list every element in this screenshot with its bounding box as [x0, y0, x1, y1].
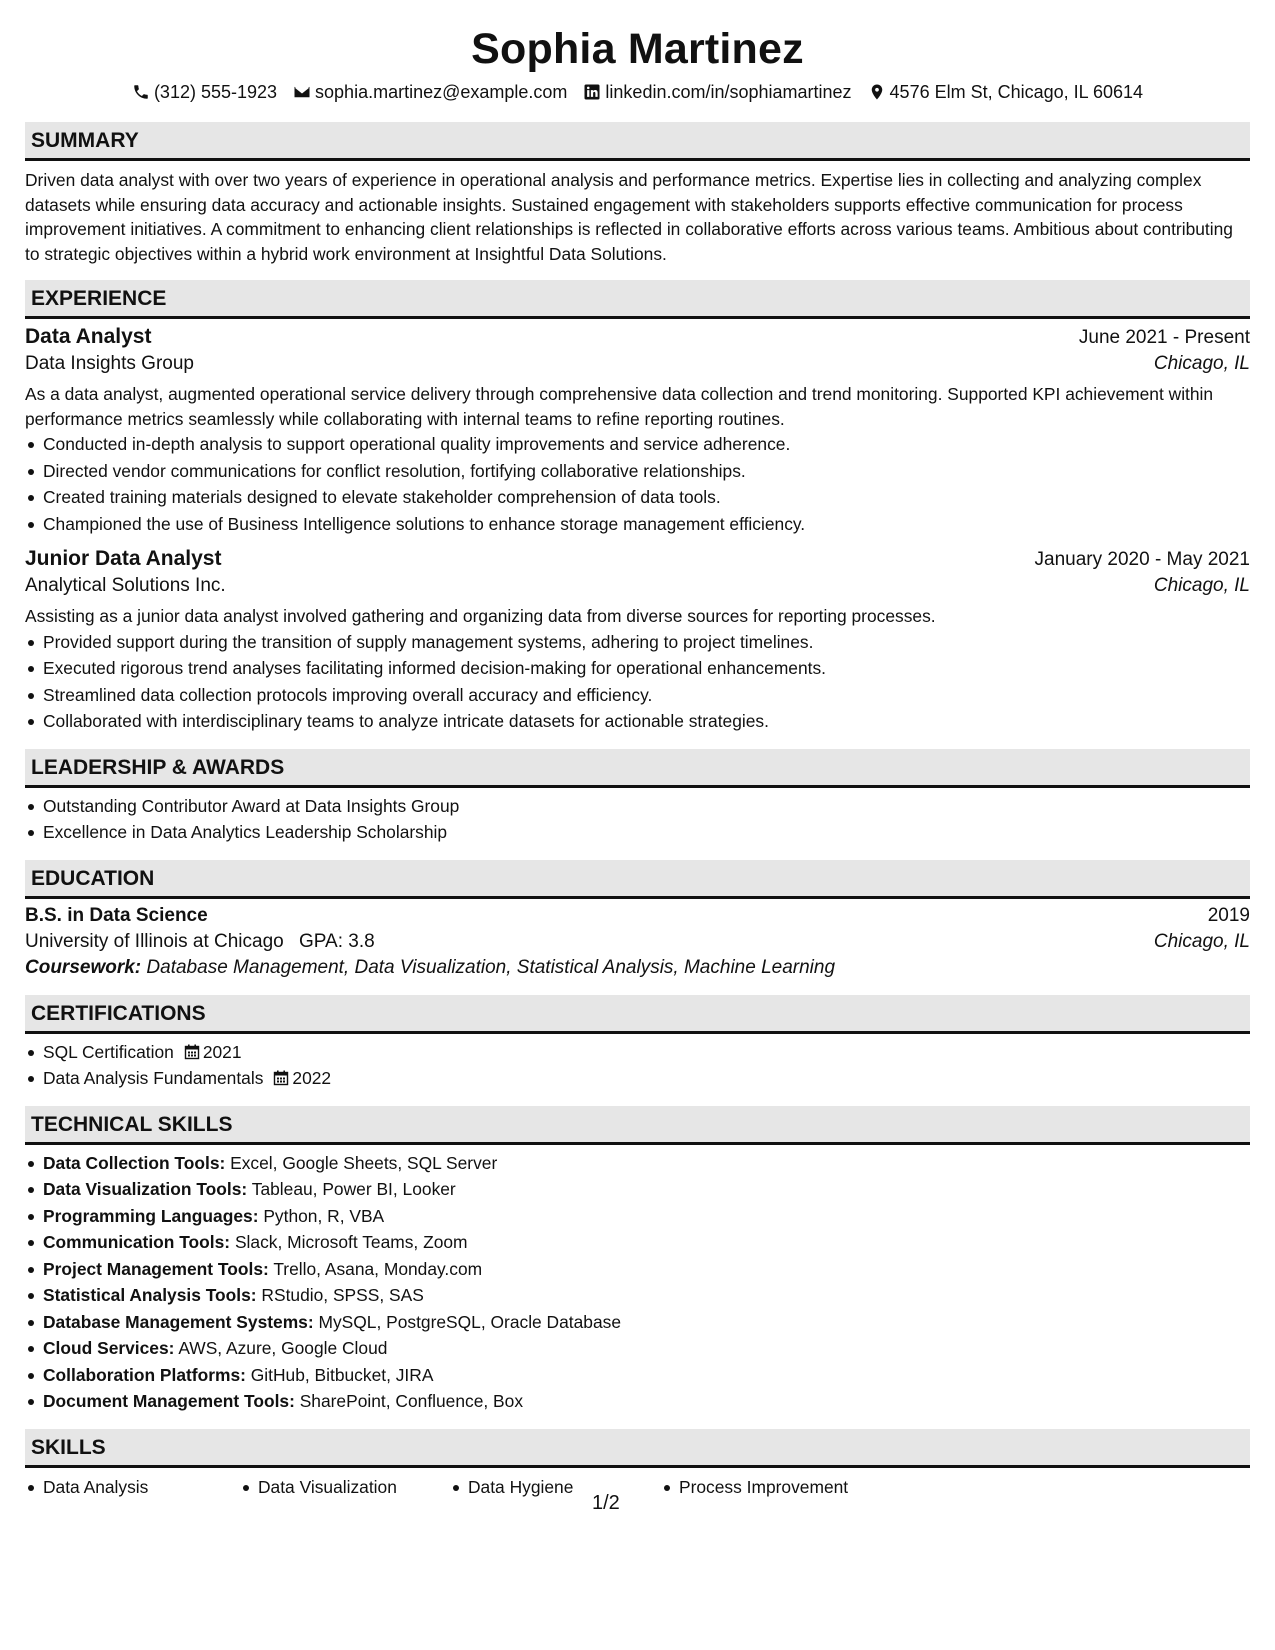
- list-item: [43, 1229, 1250, 1256]
- list-item: Provided support during the transition of supply management systems, adhering to project timelines.: [43, 629, 1250, 656]
- skill-item: Process Improvement: [661, 1474, 848, 1500]
- job-title: Data Analyst: [25, 325, 152, 348]
- contact-linkedin[interactable]: [583, 82, 851, 103]
- job-entry: [25, 547, 1250, 735]
- linkedin-link[interactable]: linkedin.com/in/sophiamartinez: [605, 81, 852, 102]
- list-item: Collaborated with interdisciplinary teams to analyze intricate datasets for actionable strategies.: [43, 708, 1250, 735]
- list-item: [43, 1388, 1250, 1415]
- skill-category: Collaboration Platforms:: [43, 1364, 246, 1385]
- list-item: Directed vendor communications for conflict resolution, fortifying collaborative relationships.: [43, 458, 1250, 485]
- phone-text: (312) 555-1923: [153, 81, 278, 102]
- skills-list: [25, 1474, 1250, 1500]
- skill-values: Python, R, VBA: [263, 1205, 385, 1226]
- degree: B.S. in Data Science: [25, 904, 208, 926]
- skill-category: Data Visualization Tools:: [43, 1179, 248, 1199]
- skills-heading: SKILLS: [25, 1429, 1250, 1468]
- job-description: As a data analyst, augmented operational service delivery through comprehensive data collection and trend monitoring. Supported KPI achievement within performance metrics seamlessly while collaborating with internal teams to refine reporting routines.: [25, 384, 1214, 429]
- job-description: Assisting as a junior data analyst involved gathering and organizing data from diverse sources for reporting processes.: [25, 606, 936, 626]
- job-dates: January 2020 - May 2021: [1034, 549, 1250, 570]
- summary-heading: SUMMARY: [25, 122, 1250, 161]
- skill-category: Cloud Services:: [43, 1338, 175, 1358]
- contact-phone: [132, 82, 277, 103]
- calendar-icon: [184, 1044, 200, 1060]
- skill-values: AWS, Azure, Google Cloud: [178, 1338, 388, 1358]
- list-item: [43, 1282, 1250, 1309]
- certifications-heading: CERTIFICATIONS: [25, 995, 1250, 1034]
- list-item: [43, 1150, 1250, 1177]
- awards-heading: LEADERSHIP & AWARDS: [25, 749, 1250, 788]
- gpa: GPA: 3.8: [299, 930, 375, 952]
- list-item: [43, 1256, 1250, 1283]
- list-item: [43, 1203, 1250, 1230]
- email-link[interactable]: sophia.martinez@example.com: [315, 81, 568, 102]
- job-company: Data Insights Group: [25, 353, 194, 374]
- skill-item: Data Analysis: [25, 1474, 240, 1500]
- list-item: Streamlined data collection protocols improving overall accuracy and efficiency.: [43, 682, 1250, 709]
- skill-values: Slack, Microsoft Teams, Zoom: [234, 1232, 468, 1252]
- skill-values: SharePoint, Confluence, Box: [299, 1391, 524, 1411]
- skill-values: RStudio, SPSS, SAS: [261, 1285, 424, 1305]
- list-item: [43, 1039, 1250, 1066]
- candidate-name: Sophia Martinez: [471, 25, 804, 73]
- skill-category: Database Management Systems:: [43, 1311, 314, 1332]
- skill-category: Data Collection Tools:: [43, 1152, 226, 1173]
- graduation-year: 2019: [1207, 904, 1250, 926]
- list-item: Excellence in Data Analytics Leadership Scholarship: [43, 819, 1250, 846]
- education-heading: EDUCATION: [25, 860, 1250, 899]
- list-item: Conducted in-depth analysis to support operational quality improvements and service adherence.: [43, 431, 1250, 458]
- certification-year: 2021: [202, 1041, 242, 1062]
- skill-values: Excel, Google Sheets, SQL Server: [230, 1152, 498, 1173]
- skill-category: Document Management Tools:: [43, 1391, 295, 1411]
- list-item: Championed the use of Business Intelligence solutions to enhance storage management efficiency.: [43, 511, 1250, 538]
- school-name: University of Illinois at Chicago: [25, 930, 284, 952]
- job-location: Chicago, IL: [1153, 353, 1250, 374]
- coursework-label: Coursework:: [25, 956, 142, 978]
- skill-category: Programming Languages:: [43, 1205, 259, 1226]
- skill-category: Project Management Tools:: [43, 1258, 269, 1279]
- list-item: Outstanding Contributor Award at Data Insights Group: [43, 793, 1250, 820]
- coursework: [25, 957, 1250, 979]
- map-pin-icon: [868, 83, 886, 101]
- contact-email[interactable]: [293, 82, 567, 103]
- envelope-icon: [293, 83, 311, 101]
- coursework-list: Database Management, Data Visualization, Statistical Analysis, Machine Learning: [146, 956, 836, 978]
- job-company: Analytical Solutions Inc.: [25, 575, 226, 596]
- skill-item: Data Hygiene: [450, 1474, 661, 1500]
- job-entry: [25, 325, 1250, 537]
- skill-values: Trello, Asana, Monday.com: [273, 1258, 483, 1279]
- skill-category: Communication Tools:: [43, 1232, 231, 1252]
- skill-values: GitHub, Bitbucket, JIRA: [250, 1364, 434, 1385]
- page-number: 1/2: [592, 1492, 620, 1514]
- skill-item: Data Visualization: [240, 1474, 450, 1500]
- job-title: Junior Data Analyst: [25, 547, 222, 570]
- list-item: [43, 1335, 1250, 1362]
- list-item: [43, 1176, 1250, 1203]
- technical-skills-heading: TECHNICAL SKILLS: [25, 1106, 1250, 1145]
- school-location: Chicago, IL: [1153, 930, 1250, 952]
- list-item: [43, 1309, 1250, 1336]
- list-item: [43, 1362, 1250, 1389]
- certification-name: Data Analysis Fundamentals: [43, 1068, 264, 1088]
- calendar-icon: [273, 1070, 289, 1086]
- summary-text: Driven data analyst with over two years of experience in operational analysis and performance metrics. Expertise lies in collecting and analyzing complex datasets while ensuring data accuracy and actionable insights. Sustained engagement with stakeholders supports effective communication for process improvement initiatives. A commitment to enhancing client relationships is reflected in collaborative efforts across various teams. Ambitious about contributing to strategic objectives within a hybrid work environment at Insightful Data Solutions.: [25, 170, 1233, 264]
- skill-category: Statistical Analysis Tools:: [43, 1285, 257, 1305]
- list-item: [43, 1065, 1250, 1092]
- skill-values: Tableau, Power BI, Looker: [251, 1179, 456, 1199]
- linkedin-icon: [583, 83, 601, 101]
- contact-address: [868, 82, 1144, 103]
- address-text: 4576 Elm St, Chicago, IL 60614: [889, 81, 1144, 102]
- list-item: Created training materials designed to elevate stakeholder comprehension of data tools.: [43, 484, 1250, 511]
- job-dates: June 2021 - Present: [1078, 327, 1250, 348]
- skill-values: MySQL, PostgreSQL, Oracle Database: [318, 1311, 622, 1332]
- certification-name: SQL Certification: [43, 1041, 174, 1062]
- job-location: Chicago, IL: [1153, 575, 1250, 596]
- list-item: Executed rigorous trend analyses facilitating informed decision-making for operational enhancements.: [43, 655, 1250, 682]
- certification-year: 2022: [292, 1068, 332, 1088]
- experience-heading: EXPERIENCE: [25, 280, 1250, 319]
- phone-icon: [132, 83, 150, 101]
- contact-bar: [25, 80, 1250, 104]
- resume-page: [25, 0, 1250, 1500]
